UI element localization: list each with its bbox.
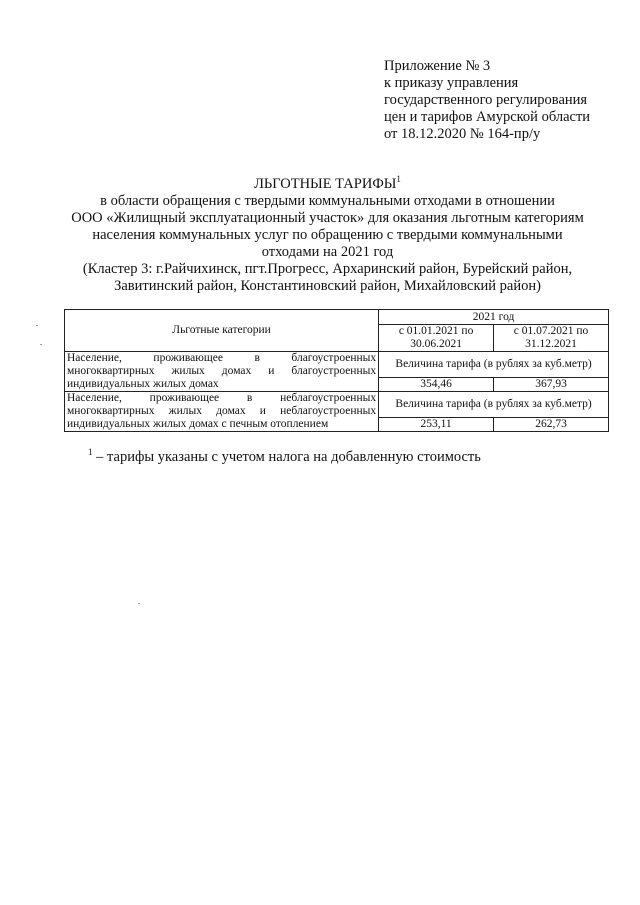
- row-category: Население, проживающее в благоустроенных многоквартирных жилых домах и благоустроенных индивидуальных жилых домах: [65, 352, 379, 392]
- header-year: 2021 год: [379, 310, 609, 325]
- row-value-period-2: 262,73: [494, 418, 609, 432]
- title-line: ООО «Жилищный эксплуатационный участок» для оказания льготным категориям: [71, 210, 584, 226]
- appendix-line: от 18.12.2020 № 164-пр/у: [384, 126, 541, 142]
- appendix-line: к приказу управления: [384, 75, 519, 91]
- appendix-line: цен и тарифов Амурской области: [384, 109, 591, 125]
- footnote-mark: 1: [88, 447, 93, 457]
- title-footnote-mark: 1: [396, 174, 401, 185]
- row-value-period-1: 354,46: [379, 378, 494, 392]
- table-row: [65, 352, 609, 378]
- footnote-text: – тарифы указаны с учетом налога на добавленную стоимость: [92, 448, 481, 465]
- header-period-2: с 01.07.2021 по 31.12.2021: [494, 325, 609, 352]
- header-category: Льготные категории: [65, 310, 379, 352]
- tariffs-table: [64, 309, 609, 432]
- title-line: Завитинский район, Константиновский район, Михайловский район): [114, 278, 541, 294]
- document-title-text: ЛЬГОТНЫЕ ТАРИФЫ: [254, 176, 397, 192]
- row-value-period-1: 253,11: [379, 418, 494, 432]
- title-line: (Кластер 3: г.Райчихинск, пгт.Прогресс, Архаринский район, Бурейский район,: [82, 261, 573, 277]
- table-header-row: [65, 310, 609, 325]
- appendix-block: [384, 58, 624, 143]
- row-category: Население, проживающее в неблагоустроенных многоквартирных жилых домах и неблагоустроенных индивидуальных жилых домах с печным отоплением: [65, 392, 379, 432]
- appendix-line: государственного регулирования: [384, 92, 588, 108]
- document-title-block: [40, 176, 615, 295]
- table-row: [65, 392, 609, 418]
- document-title: [40, 176, 615, 193]
- scan-speck: [138, 603, 140, 604]
- scan-speck: [36, 325, 38, 326]
- appendix-line: Приложение № 3: [384, 58, 491, 74]
- title-line: отходами на 2021 год: [261, 244, 394, 260]
- scan-speck: [40, 344, 42, 345]
- title-line: в области обращения с твердыми коммунальными отходами в отношении: [100, 193, 555, 209]
- header-period-1: с 01.01.2021 по 30.06.2021: [379, 325, 494, 352]
- row-value-period-2: 367,93: [494, 378, 609, 392]
- row-unit-label: Величина тарифа (в рублях за куб.метр): [379, 392, 609, 418]
- footnote: [88, 444, 481, 466]
- row-unit-label: Величина тарифа (в рублях за куб.метр): [379, 352, 609, 378]
- title-line: населения коммунальных услуг по обращению с твердыми коммунальными: [92, 227, 563, 243]
